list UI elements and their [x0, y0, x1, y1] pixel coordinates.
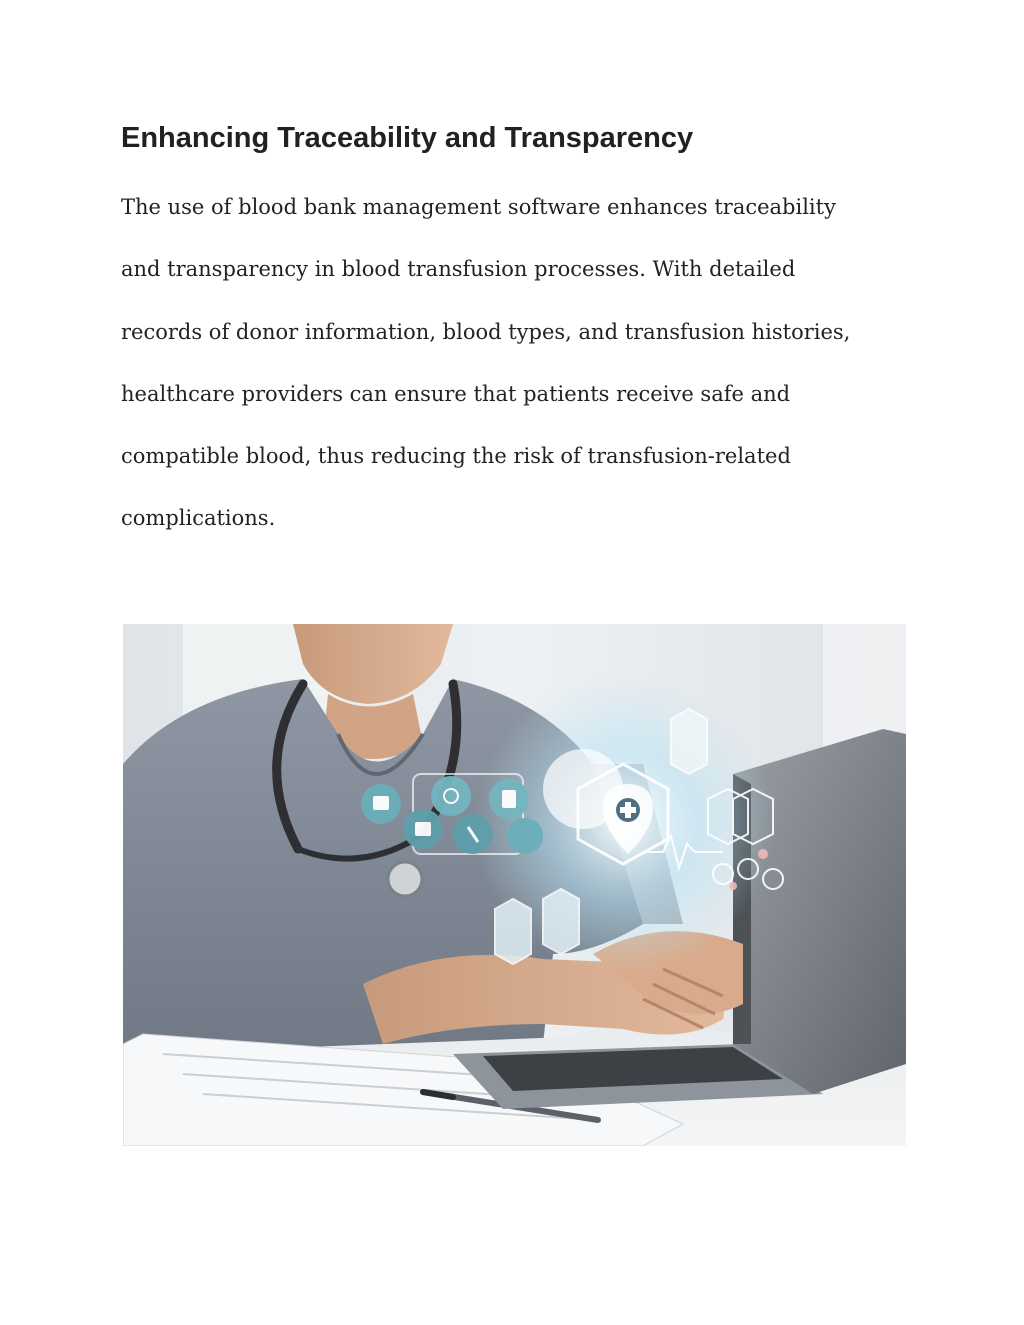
paragraph-line: complications.	[121, 506, 276, 531]
medical-laptop-photo	[123, 624, 906, 1146]
paragraph-line: healthcare providers can ensure that patients receive safe and	[121, 381, 791, 406]
section-paragraph	[121, 176, 921, 550]
paragraph-line: records of donor information, blood types, and transfusion histories,	[121, 319, 851, 344]
paragraph-line: and transparency in blood transfusion processes. With detailed	[121, 257, 796, 282]
section-heading: Enhancing Traceability and Transparency	[121, 122, 694, 154]
paragraph-line: The use of blood bank management software enhances traceability	[121, 195, 836, 219]
paragraph-line: compatible blood, thus reducing the risk of transfusion-related	[121, 444, 791, 469]
photo-illustration	[123, 624, 906, 1146]
